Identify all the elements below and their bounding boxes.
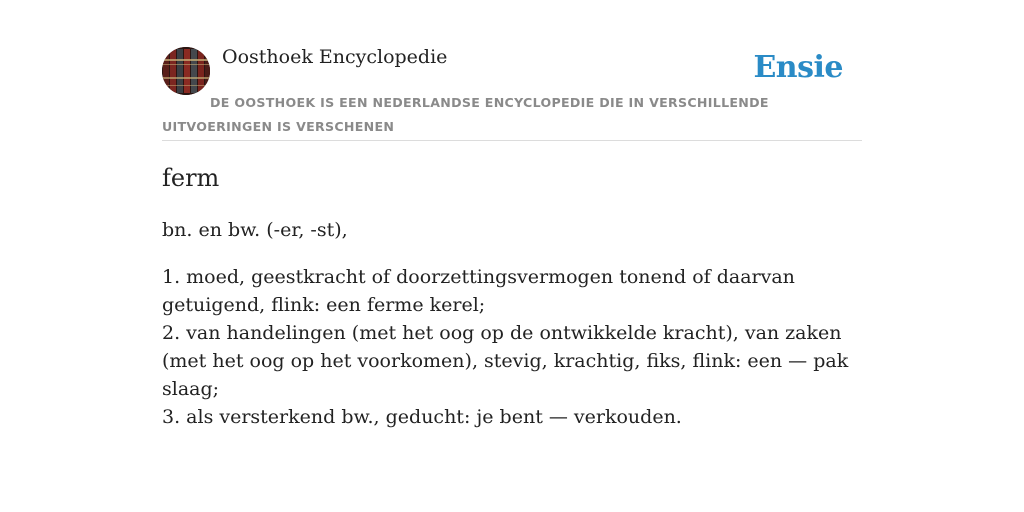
ensie-logo-link[interactable]: Ensie [753, 50, 843, 85]
definition-item: 2. van handelingen (met het oog op de ontwikkelde kracht), van zaken (met het oog op het voorkomen), stevig, krachtig, fiks, flink: een — pak slaag; [162, 322, 849, 400]
site-title[interactable]: Oosthoek Encyclopedie [222, 46, 448, 68]
site-header [162, 0, 862, 141]
definition-item: 3. als versterkend bw., geducht: je bent — verkouden. [162, 406, 682, 428]
bookshelf-icon[interactable] [162, 47, 210, 95]
site-tagline: DE OOSTHOEK IS EEN NEDERLANDSE ENCYCLOPEDIE DIE IN VERSCHILLENDE UITVOERINGEN IS VERSCHENEN [162, 95, 769, 134]
grammar-note: bn. en bw. (-er, -st), [162, 219, 348, 241]
definition-item: 1. moed, geestkracht of doorzettingsvermogen tonend of daarvan getuigend, flink: een ferme kerel; [162, 266, 795, 316]
entry-title: ferm [162, 164, 220, 192]
definition-list [162, 263, 862, 431]
page [162, 0, 862, 512]
